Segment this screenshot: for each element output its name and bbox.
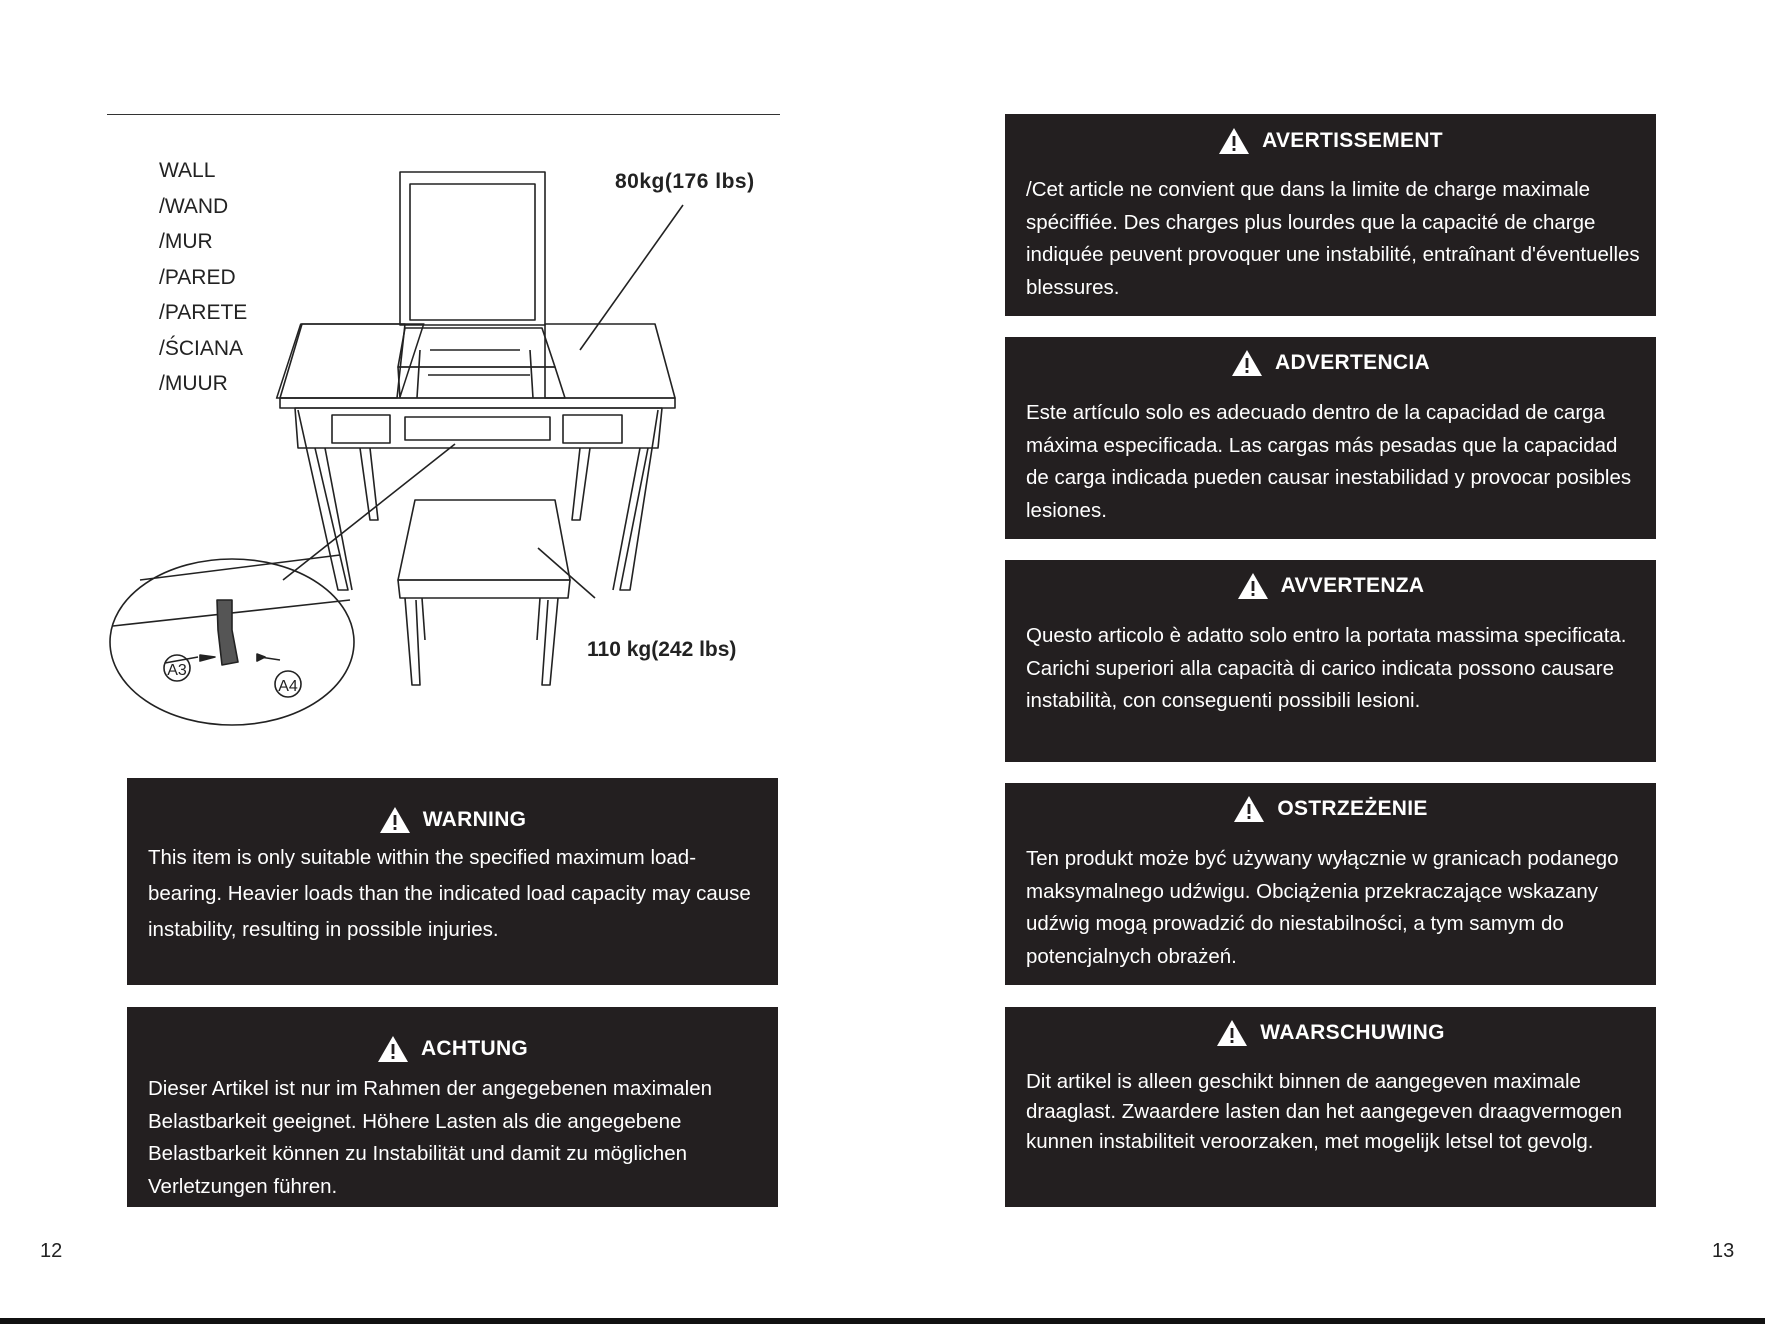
warning-text: Este artículo solo es adecuado dentro de la capacidad de carga máxima especificada. Las cargas más pesadas que la capacidad de carga indicada pueden causar inestabilidad y provocar posibles lesiones.	[1026, 401, 1632, 522]
warning-text: /Cet article ne convient que dans la limite de charge maximale spéciffiée. Des charges plus lourdes que la capacité de charge indiquée peuvent provoquer une instabilité, entraînant d'éventuelles blessures.	[1026, 178, 1640, 299]
warning-text: This item is only suitable within the specified maximum load-bearing. Heavier loads than the indicated load capacity may cause instability, resulting in possible injuries.	[148, 846, 751, 941]
warning-header	[127, 804, 778, 836]
warning-title: WAARSCHUWING	[1260, 1021, 1445, 1044]
wall-label: /MUUR	[159, 372, 228, 395]
wall-label: /ŚCIANA	[159, 336, 244, 360]
part-label-a4: A4	[278, 678, 298, 695]
wall-label: WALL	[159, 159, 216, 182]
bottom-border	[0, 1318, 1765, 1324]
warning-title: ACHTUNG	[420, 1037, 529, 1060]
load-label-table: 80kg(176 lbs)	[615, 170, 755, 193]
wall-label: /PARETE	[159, 301, 248, 324]
warning-triangle-icon	[1216, 1018, 1248, 1048]
page-number-left: 12	[40, 1240, 63, 1262]
warning-title: AVERTISSEMENT	[1262, 129, 1443, 152]
warning-panel-pl	[1005, 783, 1656, 985]
warning-triangle-icon	[1231, 348, 1263, 378]
warning-panel-fr	[1005, 114, 1656, 316]
warning-title: ADVERTENCIA	[1275, 351, 1430, 374]
warning-triangle-icon	[1218, 126, 1250, 156]
warning-triangle-icon	[377, 1034, 409, 1064]
page-number-right: 13	[1712, 1240, 1735, 1262]
warning-panel-es	[1005, 337, 1656, 539]
warning-header	[1005, 125, 1656, 157]
warning-triangle-icon	[1237, 571, 1269, 601]
warning-text: Dit artikel is alleen geschikt binnen de aangegeven maximale draaglast. Zwaardere lasten dan het aangegeven draagvermogen kunnen instabiliteit veroorzaken, met mogelijk letsel tot gevolg.	[1026, 1070, 1623, 1153]
warning-panel-en	[127, 778, 778, 985]
warning-title: AVVERTENZA	[1280, 574, 1425, 597]
wall-label: /PARED	[159, 265, 236, 289]
wall-label: /MUR	[159, 230, 213, 253]
wall-label: /WAND	[159, 194, 229, 218]
part-label-a3: A3	[167, 662, 187, 679]
load-label-stool: 110 kg(242 lbs)	[587, 638, 737, 661]
warning-title: WARNING	[422, 808, 527, 831]
warning-triangle-icon	[379, 805, 411, 835]
warning-triangle-icon	[1233, 794, 1265, 824]
warning-header	[1005, 1017, 1656, 1049]
warning-panel-nl	[1005, 1007, 1656, 1207]
warning-header	[127, 1033, 778, 1065]
warning-header	[1005, 347, 1656, 379]
top-rule	[107, 114, 780, 115]
warning-header	[1005, 570, 1656, 602]
warning-text: Dieser Artikel ist nur im Rahmen der angegebenen maximalen Belastbarkeit geeignet. Höhere Lasten als die angegebene Belastbarkeit können zu Instabilität und damit zu möglichen Verletzungen führen.	[148, 1077, 713, 1198]
warning-title: OSTRZEŻENIE	[1277, 797, 1428, 820]
warning-text: Questo articolo è adatto solo entro la portata massima specificata. Carichi superiori alla capacità di carico indicata possono causare instabilità, con conseguenti possibili lesioni.	[1026, 624, 1627, 712]
warning-header	[1005, 793, 1656, 825]
warning-text: Ten produkt może być używany wyłącznie w granicach podanego maksymalnego udźwigu. Obciążenia przekraczające wskazany udźwig mogą prowadzić do niestabilności, a tym samym do potencjalnych obrażeń.	[1026, 847, 1619, 968]
warning-panel-it	[1005, 560, 1656, 762]
warning-panel-de	[127, 1007, 778, 1207]
